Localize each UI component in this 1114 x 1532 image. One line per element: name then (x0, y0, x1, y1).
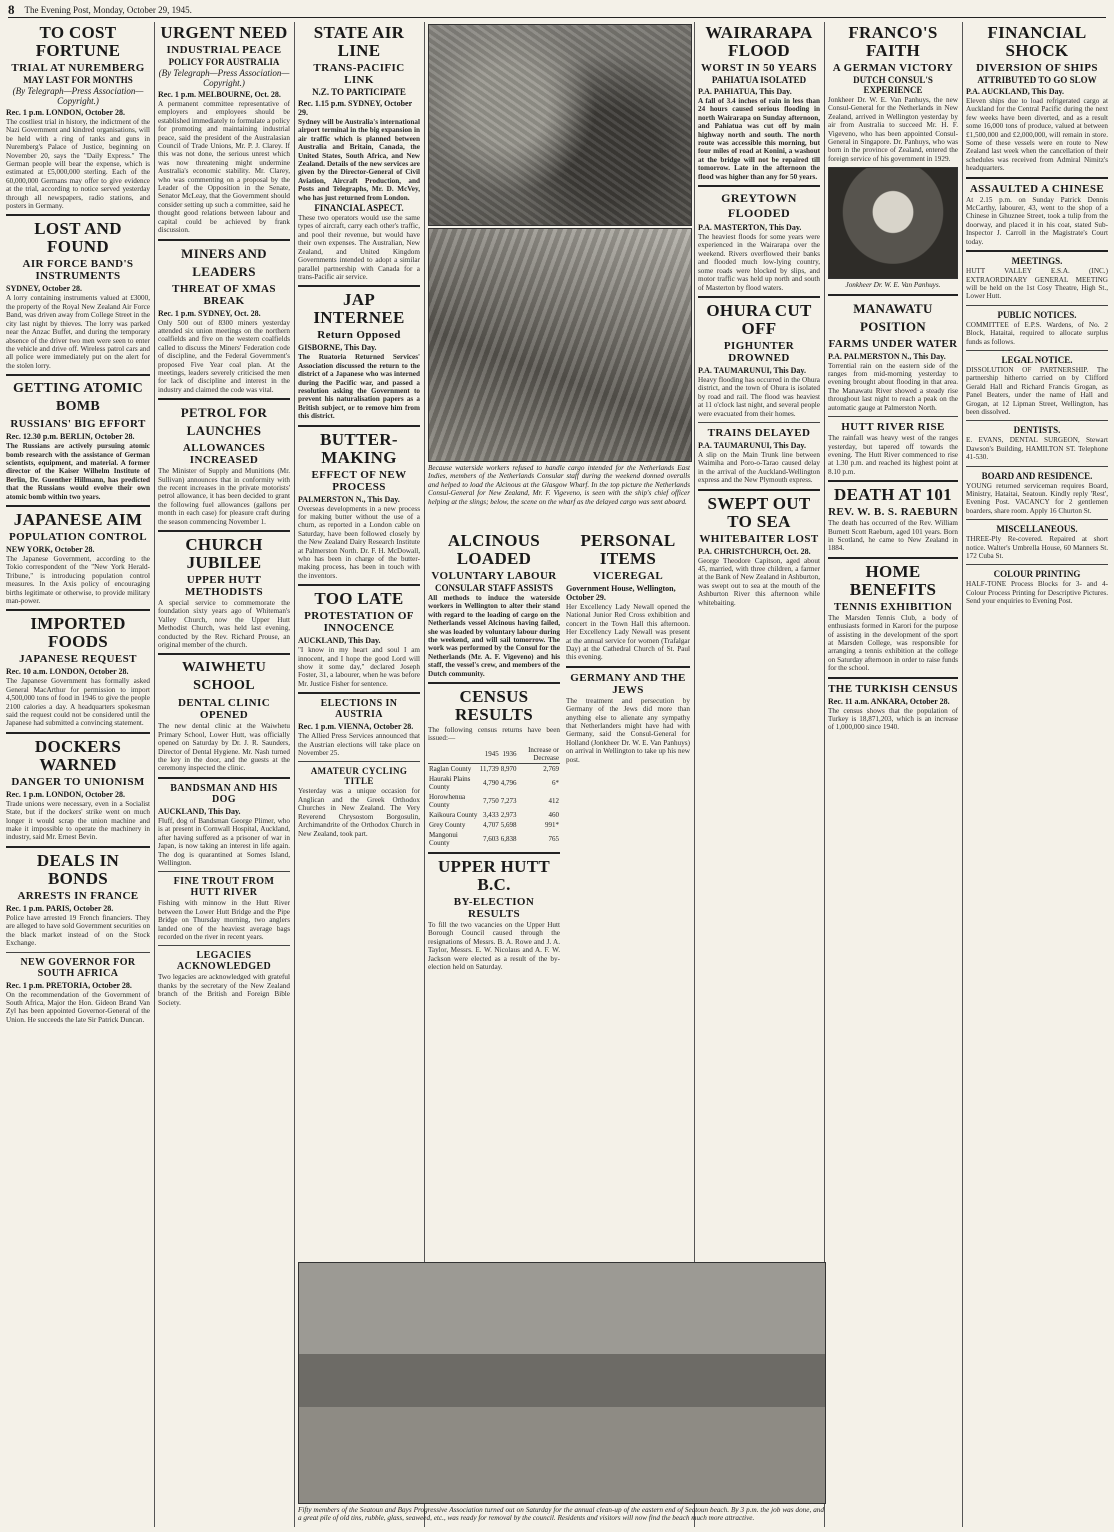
headline: WAIWHETU SCHOOL (181, 660, 267, 694)
census-cell: 6* (552, 778, 559, 787)
subheadline: WORST IN 50 YEARS (701, 62, 817, 74)
deck: POLICY FOR AUSTRALIA (168, 57, 280, 67)
headline: GERMANY AND THE JEWS (570, 671, 686, 696)
divider (298, 584, 420, 586)
headline: JAP INTERNEE (313, 290, 405, 328)
headline: WAIRARAPA FLOOD (705, 23, 813, 60)
deck: N.Z. TO PARTICIPATE (312, 87, 406, 97)
divider (298, 761, 420, 762)
subheadline: TRANS-PACIFIC LINK (313, 62, 405, 86)
census-cell: 7,750 (482, 796, 499, 805)
section-heading: MISCELLANEOUS. (996, 524, 1078, 535)
headline: AMATEUR CYCLING TITLE (310, 766, 408, 787)
masthead (8, 3, 1106, 18)
headline: URGENT NEED (160, 23, 288, 42)
census-cell: 412 (548, 796, 559, 805)
divider (966, 177, 1108, 179)
headline: FRANCO'S FAITH (848, 23, 938, 60)
article-body: The Ruatoria Returned Services' Association discussed the return to the district of a Japanese who was interned during the Pacific war, and passed a resolution asking the Government to prevent his naturalisation papers as a British subject, or to remove him from this district. (298, 353, 420, 421)
subheadline: Return Opposed (317, 329, 401, 342)
article-body: At 2.15 p.m. on Sunday Patrick Dennis McCarthy, labourer, 43, went to the shop of a Chinese in Ghuznee Street, took a tulip from the doorway, and placed it in his coat, stated Sub-Inspector J. Carroll in the Magistrate's Court today. (966, 195, 1108, 246)
divider (566, 666, 690, 668)
headline: THE TURKISH CENSUS (828, 682, 958, 695)
divider (698, 489, 820, 491)
classified-text: DISSOLUTION OF PARTNERSHIP. The partnership hitherto carried on by Clifford Gerald Hall and Richard Francis Grogan, as Panel Beaters, under the name of Hall and Grogan, at 12 Lipman Street, Wellington, has been dissolved. (966, 365, 1108, 416)
divider (966, 519, 1108, 520)
headline: OHURA CUT OFF (706, 300, 812, 338)
dateline: NEW YORK, October 28. (6, 544, 95, 554)
subheadline: ALLOWANCES INCREASED (182, 442, 266, 467)
deck: CONSULAR STAFF ASSISTS (434, 583, 554, 593)
deck: ATTRIBUTED TO GO SLOW (977, 75, 1097, 85)
divider (966, 466, 1108, 467)
article-body: A permanent committee representative of employers and employees should be established immediately to formulate a policy for promoting and maintaining industrial peace, said the president of the Australasian Council of Trade Unions, Mr. P. J. Clarey. If this was not done, the serious unrest which was now threatening might undermine Australia's economic stability. Mr. Clarey, who was commenting on a proposal by the Leader of the Opposition in the Senate, Senator McLeay, that the Government should consider setting up such a committee, said he thought good relations between labour and capital could be achieved by frank discussion. (158, 100, 290, 235)
article-body: Heavy flooding has occurred in the Ohura district, and the town of Ohura is isolated by road and rail. The flood was heaviest at 11 o'clock last night, and several people were evacuated from their homes. (698, 375, 820, 418)
headline: CENSUS RESULTS (454, 687, 534, 725)
deck: PAHIATUA ISOLATED (711, 75, 807, 85)
divider (158, 239, 290, 241)
article-body: A lorry containing instruments valued at £3000, the property of the Royal New Zealand Air Force Band, was driven away from College Street in the city last night by thieves. The lorry was parked near the Anzac Buffet, and during the temporary absence of the driver two men were seen to enter the vehicle and drive off. Wireless patrol cars and all police were immediately put on the alert for the stolen lorry. (6, 294, 150, 370)
divider (158, 653, 290, 655)
subheadline: BY-ELECTION RESULTS (453, 895, 535, 920)
column-8 (966, 22, 1108, 1527)
article-body: The following census returns have been issued:— (428, 726, 560, 743)
census-row (428, 774, 560, 792)
deck: DUTCH CONSUL'S EXPERIENCE (853, 75, 933, 95)
classified-text: THREE-Ply Re-covered. Repaired at short notice. Walter's Umbrella House, 60 Manners St. 172 Cuba St. (966, 535, 1108, 561)
subheadline: RUSSIANS' BIG EFFORT (10, 418, 146, 431)
headline: DOCKERS WARNED (34, 736, 122, 774)
dateline: Rec. 1.15 p.m. SYDNEY, October 29. (298, 99, 412, 117)
column-1 (6, 22, 150, 1527)
subheadline: UPPER HUTT METHODISTS (185, 574, 263, 598)
article-body: These two operators would use the same types of aircraft, carry each other's traffic, and pool their revenue, but would have their own expenses. The Australian, New Zealand, and United Kingdom Governments intended to adopt a similar parallel partnership with Canada for a trans-Pacific air service. (298, 214, 420, 281)
headline: DEATH AT 101 (834, 485, 952, 505)
divider (6, 505, 150, 507)
census-table (428, 745, 560, 848)
headline: GREYTOWN FLOODED (721, 191, 797, 221)
portrait-caption: Jonkheer Dr. W. E. Van Panhuys. (845, 281, 941, 290)
article-body: Yesterday was a unique occasion for Anglican and the Greek Orthodox Churches in New Zealand. The Very Reverend Chrysostom Borgosulin, Archimandrite of the Orthodox Church in New Zealand, took part. (298, 787, 420, 838)
headline: UPPER HUTT B.C. (437, 856, 551, 894)
subheadline: JAPANESE REQUEST (19, 653, 137, 666)
section-heading: MEETINGS. (1011, 256, 1063, 267)
census-cell: 4,790 (482, 778, 499, 787)
census-row (428, 792, 560, 810)
headline: ALCINOUS LOADED (447, 531, 541, 568)
census-cell: 6,838 (500, 834, 517, 843)
divider (298, 285, 420, 287)
subheadline: DANGER TO UNIONISM (11, 775, 145, 788)
census-row (428, 820, 560, 830)
dateline: P.A. MASTERTON, This Day. (698, 223, 802, 233)
subheadline: FINANCIAL ASPECT. (314, 203, 404, 214)
dateline: P.A. TAUMARUNUI, This Day. (698, 440, 806, 450)
subheadline: THREAT OF XMAS BREAK (172, 282, 276, 307)
dateline: PALMERSTON N., This Day. (298, 494, 400, 504)
census-cell: 2,973 (500, 810, 517, 819)
article-body: The Allied Press Services announced that the Austrian elections will take place on November 25. (298, 732, 420, 758)
article-body: The Japanese Government has formally asked General MacArthur for permission to import 4,500,000 tons of food in 1946 to give the people 2100 calories a day. A headquarters spokesman said the request could not be considered until the Japanese had submitted a convincing statement. (6, 677, 150, 728)
subheadline: A GERMAN VICTORY (832, 62, 954, 74)
dateline: Rec. 11 a.m. ANKARA, October 28. (828, 696, 950, 706)
census-cell: 2,769 (543, 764, 559, 773)
column-2 (158, 22, 290, 1527)
photo-seatoun-beach (298, 1262, 826, 1504)
subheadline: POPULATION CONTROL (8, 530, 148, 543)
dateline: SYDNEY, October 28. (6, 284, 83, 294)
column-5 (566, 530, 690, 1230)
headline: FINE TROUT FROM HUTT RIVER (173, 876, 275, 899)
headline: PETROL FOR LAUNCHES (180, 405, 268, 439)
article-body: The death has occurred of the Rev. William Burnett Scott Raeburn, aged 101 years. Born in Scotland, he came to New Zealand in 1884. (828, 519, 958, 553)
divider (966, 420, 1108, 421)
census-cell: Grey County (429, 820, 466, 829)
divider (6, 609, 150, 611)
subheadline: REV. W. B. S. RAEBURN (828, 506, 958, 519)
article-body: All methods to induce the waterside workers in Wellington to alter their stand with regard to the loading of cargo on the Netherlands vessel Alcinous having failed, she was loaded by voluntary labour during the weekend, and will sail tomorrow. The work was performed by the Consul for the Netherlands (Mr. A. F. Vigeveno) and his staff, the vessel's crew, and members of the Dutch community. (428, 594, 560, 678)
headline: PERSONAL ITEMS (580, 531, 676, 568)
divider (828, 416, 958, 417)
article-body: The Japanese Government, according to the Tokio correspondent of the "New York Herald-Tribune," is introducing population control measures. In the Axis policy of encouraging births legitimate or otherwise, to provide military man-power. (6, 554, 150, 605)
census-header-cell (428, 745, 479, 764)
column-6 (698, 22, 820, 1257)
dateline: Rec. 1 p.m. SYDNEY, Oct. 28. (158, 308, 261, 318)
headline: NEW GOVERNOR FOR SOUTH AFRICA (20, 956, 136, 979)
photo-wharf-cargo (428, 228, 692, 462)
dateline: Rec. 1 p.m. LONDON, October 28. (6, 789, 125, 799)
divider (298, 425, 420, 427)
dateline: Rec. 1 p.m. LONDON, October 28. (6, 108, 125, 117)
census-row (428, 810, 560, 820)
census-cell: 8,970 (500, 764, 517, 773)
headline: GETTING ATOMIC BOMB (12, 381, 144, 415)
census-header-cell: Increase or Decrease (517, 745, 560, 764)
subheadline: AIR FORCE BAND'S INSTRUMENTS (22, 258, 134, 283)
divider (158, 777, 290, 779)
classified-text: YOUNG returned serviceman requires Board, Ministry, Hataitai, Seatoun. Kindly reply 'Rest', Evening Post. VACANCY for 2 gentlemen boarders, share room. Apply 16 Churton St. (966, 481, 1108, 515)
divider (966, 250, 1108, 252)
column-7 (828, 22, 958, 1527)
headline: IMPORTED FOODS (30, 614, 126, 652)
column-rule (962, 22, 963, 1527)
article-body: To fill the two vacancies on the Upper Hutt Borough Council caused through the resignations of Messrs. B. A. Rowe and J. A. Taylor, Messrs. E. W. Nicolaus and A. F. W. Jackson were elected as a result of the by-election held on Saturday. (428, 920, 560, 971)
census-cell: Hauraki Plains County (429, 774, 471, 791)
subheadline: TENNIS EXHIBITION (833, 600, 953, 613)
subheadline: EFFECT OF NEW PROCESS (311, 468, 407, 493)
headline: TO COST FORTUNE (35, 23, 121, 60)
census-cell: 5,698 (500, 820, 517, 829)
dateline: P.A. PAHIATUA, This Day. (698, 87, 792, 96)
census-cell: Horowhenua County (429, 792, 466, 809)
census-header-cell: 1945 (479, 745, 500, 764)
portrait-van-panhuys (828, 167, 958, 279)
dateline: P.A. PALMERSTON N., This Day. (828, 351, 946, 361)
divider (158, 530, 290, 532)
column-4 (428, 530, 560, 1230)
article-body: Jonkheer Dr. W. E. Van Panhuys, the new Consul-General for the Netherlands in New Zealand, arrived in Wellington yesterday by air from Australia to succeed Mr. H. F. Vigeveno, who has been appointed Consul-General in Singapore. Dr. Panhuys, who was born in the province of Zealand, entered the foreign service of his government in 1929. (828, 96, 958, 163)
page-number: 8 (8, 2, 15, 17)
divider (6, 214, 150, 216)
divider (698, 296, 820, 298)
divider (6, 374, 150, 376)
divider (828, 557, 958, 559)
classified-text: HALF-TONE Process Blocks for 3- and 4-Colour Process Printing for Descriptive Pictures. Send your enquiries to Evening Post. (966, 580, 1108, 606)
headline: CHURCH JUBILEE (185, 535, 263, 572)
deck: MAY LAST FOR MONTHS (23, 75, 133, 85)
article-body: A special service to commemorate the foundation sixty years ago of Whiteman's Valley Church, now the Upper Hutt Methodist Church, was held last evening, conducted by the Rev. Richard Prouse, an original member of the church. (158, 599, 290, 650)
subheadline: PIGHUNTER DROWNED (723, 339, 795, 364)
column-rule (294, 22, 295, 1527)
article-body: "I know in my heart and soul I am innocent, and I hope the good Lord will show it some day," declared Joseph Foster, 31, a labourer, when he was before Mr. Justice Fisher for sentence. (298, 646, 420, 688)
headline: ELECTIONS IN AUSTRIA (320, 698, 398, 721)
subheadline: VOLUNTARY LABOUR (431, 570, 557, 582)
census-cell: 7,603 (482, 834, 499, 843)
census-cell: 765 (548, 834, 559, 843)
census-cell: Raglan County (429, 764, 472, 773)
dateline: Government House, Wellington, October 29. (566, 584, 676, 602)
divider (428, 852, 560, 854)
article-body: A fall of 3.4 inches of rain in less than 24 hours caused serious flooding in north Wairarapa on Sunday afternoon, and Pahiatua was cut off by main highway north and south. The north route was accessible this morning, but four miles of road at Konini, a washout at the bridge will not be repaired till tomorrow. Late in the afternoon the flood was higher than any for 50 years. (698, 97, 820, 181)
article-body: The rainfall was heavy west of the ranges yesterday, but tapered off towards the evening. The Hutt River commenced to rise at 1.30 p.m. and reached its highest point at 8.10 p.m. (828, 434, 958, 476)
divider (298, 692, 420, 694)
census-cell: Mangonui County (429, 830, 458, 847)
divider (966, 564, 1108, 565)
divider (158, 398, 290, 400)
section-heading: PUBLIC NOTICES. (997, 309, 1077, 320)
headline: STATE AIR LINE (313, 23, 405, 60)
article-body: The Minister of Supply and Munitions (Mr. Sullivan) announces that in conformity with the recent increases in the private motorists' petrol allowance, it has been decided to grant the following fuel allowances (gallons per month in each case) for pleasure craft during the season commencing November 1. (158, 467, 290, 526)
divider (6, 732, 150, 734)
divider (698, 185, 820, 187)
subheadline: DENTAL CLINIC OPENED (177, 697, 271, 722)
article-body: On the recommendation of the Government of South Africa, Major the Hon. Gideon Brand Van Zyl has been appointed Governor-General of the Union. He succeeds the late Sir Patrick Duncan. (6, 990, 150, 1024)
dateline: Rec. 12.30 p.m. BERLIN, October 28. (6, 432, 135, 442)
census-cell: 11,739 (479, 764, 499, 773)
article-body: A slip on the Main Trunk line between Waimiha and Poro-o-Tarao caused delay in the arrival of the Auckland-Wellington express and the New Plymouth express. (698, 450, 820, 485)
census-cell: 460 (548, 810, 559, 819)
subheadline: WHITEBAITER LOST (699, 532, 819, 545)
divider (158, 871, 290, 872)
subheadline: DIVERSION OF SHIPS (976, 62, 1098, 74)
classified-text: E. EVANS, DENTAL SURGEON, Stewart Dawson's Building, HAMILTON ST. Telephone 41-530. (966, 436, 1108, 462)
credit: (By Telegraph—Press Association—Copyright.) (158, 68, 290, 88)
article-body: Fluff, dog of Bandsman George Plimer, who is at present in Cornwall Hospital, Auckland, after having suffered as a prisoner of war in Japan, is now taking an interest in life again. The dog is quarantined at Somes Island, Wellington. (158, 816, 290, 867)
headline: LEGACIES ACKNOWLEDGED (176, 950, 272, 973)
classified-text: HUTT VALLEY E.S.A. (INC.) EXTRAORDINARY GENERAL MEETING will be held on the 1st Cosy Theatre, High St., Lower Hutt. (966, 267, 1108, 301)
article-body: Eleven ships due to load refrigerated cargo at Auckland for the Central Pacific during the next few weeks have been diverted, and as a result some 16,000 tons of produce, valued at between £1,500,000 and £2,000,000, will remain in store. Some of these vessels were en route to New Zealand last week when the cancellation of their schedules was received from Admiral Nimitz's headquarters. (966, 97, 1108, 173)
divider (698, 422, 820, 423)
census-cell: 991* (545, 820, 559, 829)
dateline: P.A. AUCKLAND, This Day. (966, 87, 1065, 96)
subheadline: FARMS UNDER WATER (828, 337, 958, 350)
census-cell: 4,707 (482, 820, 499, 829)
divider (6, 952, 150, 953)
census-cell: Kaikoura County (429, 810, 478, 819)
article-body: Overseas developments in a new process for making butter without the use of a churn, as reported in a London cable on Saturday, have been followed closely by the New Zealand Dairy Research Institute at Palmerston North. Dr. F. H. McDowall, who has been in charge of the butter-making process, has been in touch with the inventors. (298, 504, 420, 580)
masthead-title: The Evening Post, Monday, October 29, 1945. (24, 5, 192, 15)
subheadline: INDUSTRIAL PEACE (166, 44, 282, 56)
subheadline: ARRESTS IN FRANCE (17, 889, 139, 902)
divider (6, 846, 150, 848)
article-body: The Russians are actively pursuing atomic bomb research with the assistance of German scientists, equipment, and material. A former director of the Kaiser Wilhelm Institute of Berlin, Dr. Guenther Hillmann, has predicted that the Russians would evolve their own atomic bomb within two years. (6, 442, 150, 501)
article-body: The treatment and persecution by Germany of the Jews did more than anything else to alienate any sympathy that Netherlanders might have had with Germany, said the Consul-General for Holland (Jonkheer Dr. W. E. Van Panhuys) on arrival in Wellington to take up his new post. (566, 696, 690, 764)
article-body: Only 500 out of 8300 miners yesterday attended six union meetings on the northern coalfields and five on the western coalfields called to discuss the Miners' Federation code of discipline, and the Federal Government's proposed Five Year coal plan. At the meetings, leaders severely criticised the men for lack of discipline and interest in the industry and claimed the code was vital. (158, 318, 290, 394)
dateline: Rec. 1 p.m. PRETORIA, October 28. (6, 980, 132, 990)
headline: SWEPT OUT TO SEA (707, 493, 811, 531)
dateline: Rec. 10 a.m. LONDON, October 28. (6, 667, 129, 677)
dateline: P.A. TAUMARUNUI, This Day. (698, 365, 806, 375)
dateline: Rec. 1 p.m. VIENNA, October 28. (298, 722, 414, 732)
divider (828, 294, 958, 296)
headline: BANDSMAN AND HIS DOG (170, 782, 278, 805)
subheadline: TRIAL AT NUREMBERG (11, 62, 145, 74)
headline: LOST AND FOUND (34, 219, 122, 257)
subheadline: PROTESTATION OF INNOCENCE (304, 610, 414, 635)
headline: MANAWATU POSITION (853, 300, 933, 334)
article-body: The new dental clinic at the Waiwhetu Primary School, Lower Hutt, was officially opened on Saturday by Dr. J. R. Saunders, Director of Dental Hygiene. Mr. Nash turned the key in the door, and the guests at the ceremony inspected the clinic. (158, 722, 290, 773)
headline: MINERS AND LEADERS (181, 245, 267, 279)
section-heading: BOARD AND RESIDENCE. (981, 470, 1093, 481)
divider (828, 677, 958, 679)
divider (966, 305, 1108, 306)
census-cell: 7,273 (500, 796, 517, 805)
divider (428, 682, 560, 684)
dateline: GISBORNE, This Day. (298, 343, 377, 353)
photo-caption: Fifty members of the Seatoun and Bays Progressive Association turned out on Saturday for the annual clean-up of the eastern end of Seatoun beach. By 3 p.m. the job was done, and a great pile of old tins, rubble, glass, seaweed, etc., was ready for removal by the council. Residents and visitors will now find the beach much more attractive. (298, 1506, 824, 1523)
article-body: The costliest trial in history, the indictment of the Nazi Government and kindred organisations, will be held with a ring of tanks and guns in Nuremberg's Palace of Justice, beginning on November 20, says the "Daily Express." The German people will bear the expense, which is estimated at £5,000,000 sterling. Each of the 60,000,000 Germans may offer to give evidence at the trial, according to notice served yesterday through all newspapers, radio stations, and posters in Germany. (6, 118, 150, 211)
article-body: The census shows that the population of Turkey is 18,871,203, which is an increase of 1,000,000 since 1940. (828, 706, 958, 732)
census-row (428, 763, 560, 774)
divider (828, 480, 958, 482)
dateline: AUCKLAND, This Day. (298, 636, 381, 646)
article-body: Police have arrested 19 French financiers. They are alleged to have sold Government securities on the black market instead of on the Stock Exchange. (6, 913, 150, 948)
photo-caption: Because waterside workers refused to handle cargo intended for the Netherlands East Indies, members of the Netherlands Consular staff during the weekend donned overalls and helped to load the Alcinous at the Glasgow Wharf. In the top picture the Netherlands Consul-General for New Zealand, Mr. F. Vigeveno, is seen with the ship's chief officer helping at the slings; below, the scene on the wharf as the delayed cargo was sent aboard. (428, 464, 690, 506)
census-row (428, 830, 560, 848)
headline: DEALS IN BONDS (36, 850, 120, 888)
credit: (By Telegraph—Press Association—Copyright.) (12, 86, 144, 106)
article-body: The Marsden Tennis Club, a body of enthusiasts formed in Karori for the purpose of assisting in the development of the sport at Marsden College, was responsible for arranging a tennis exhibition at the college on Saturday afternoon in order to raise funds for the school. (828, 613, 958, 673)
headline: HUTT RIVER RISE (841, 421, 945, 434)
article-body: Torrential rain on the eastern side of the ranges from mid-morning yesterday to evening brought about flooding in that area. The Manawatu River showed a steady rise throughout last night to reach a peak on the automatic gauge at Palmerston North. (828, 361, 958, 412)
subheadline: VICEREGAL (592, 570, 664, 582)
headline: TRAINS DELAYED (707, 426, 811, 439)
census-header-cell: 1936 (500, 745, 518, 764)
article-body: Sydney will be Australia's international airport terminal in the big expansion in air traffic which is planned between Australia and Britain, Canada, the United States, South Africa, and New Zealand. Details of the new services are given by the Director-General of Civil Aviation, Aircraft Production, and Posts and Telegraphs, Mr. D. McVey, who has just returned from London. (298, 118, 420, 202)
divider (966, 350, 1108, 351)
photo-consul-at-slings (428, 24, 692, 226)
article-body: George Theodore Capitson, aged about 45, married, with three children, a farmer at the Bank of New Zealand in Ashburton, was swept out to sea at the mouth of the Ashburton River this afternoon while whitebaiting. (698, 556, 820, 607)
headline: HOME BENEFITS (849, 561, 937, 599)
headline: ASSAULTED A CHINESE (969, 182, 1105, 195)
section-heading: COLOUR PRINTING (993, 569, 1081, 580)
headline: JAPANESE AIM (13, 509, 143, 529)
article-body: Fishing with minnow in the Hutt River between the Lower Hutt Bridge and the Pipe Bridge on Thursday morning, two anglers landed one of the heaviest average bags recorded on the river in recent years. (158, 899, 290, 941)
census-cell: 3,433 (482, 810, 499, 819)
census-cell: 4,796 (500, 778, 517, 787)
dateline: AUCKLAND, This Day. (158, 806, 241, 816)
dateline: P.A. CHRISTCHURCH, Oct. 28. (698, 546, 811, 556)
headline: FINANCIAL SHOCK (987, 23, 1087, 60)
article-body: Two legacies are acknowledged with grateful thanks by the secretary of the New Zealand branch of the British and Foreign Bible Society. (158, 973, 290, 1007)
article-body: Trade unions were necessary, even in a Socialist State, but if the dockers' strike went on much longer it would scrap the union machine and make it impossible to operate the machinery in industry, said Mr. Ernest Bevin. (6, 799, 150, 842)
divider (158, 945, 290, 946)
classified-text: COMMITTEE of E.P.S. Wardens, of No. 2 Block, Hataitai, required to allocate surplus funds as follows. (966, 320, 1108, 346)
article-body: The heaviest floods for some years were experienced in the Wairarapa over the weekend. Rivers overflowed their banks and flooded much low-lying country, some roads were blocked by slips, and motor traffic was held up north and south of Masterton by flood waters. (698, 233, 820, 292)
dateline: Rec. 1 p.m. PARIS, October 28. (6, 903, 114, 913)
dateline: Rec. 1 p.m. MELBOURNE, Oct. 28. (158, 90, 281, 99)
section-heading: DENTISTS. (1013, 425, 1061, 436)
section-heading: LEGAL NOTICE. (1001, 354, 1073, 365)
column-rule (154, 22, 155, 1527)
headline: BUTTER-MAKING (320, 429, 398, 467)
article-body: Her Excellency Lady Newall opened the National Junior Red Cross exhibition and concert in the Town Hall this afternoon. Her Excellency Lady Newall was present at the annual service for women (Trafalgar Day) at the Cathedral Church of St. Paul this evening. (566, 603, 690, 662)
headline: TOO LATE (314, 589, 404, 609)
